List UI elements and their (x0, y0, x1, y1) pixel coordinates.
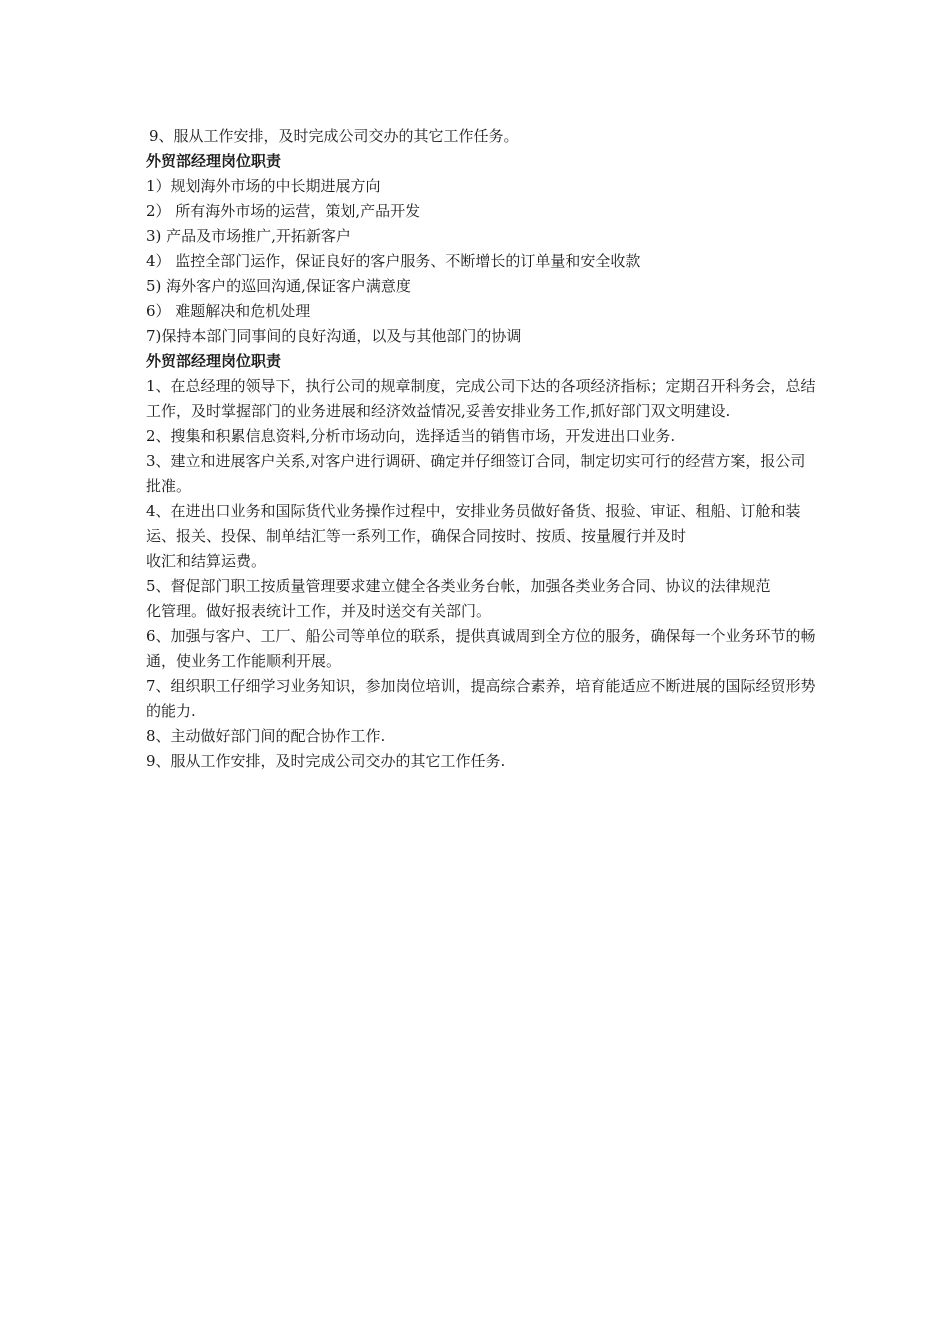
section2-item-4a: 4、在进出口业务和国际货代业务操作过程中，安排业务员做好备货、报验、审证、租船、订舱和装运、报关、投保、制单结汇等一系列工作，确保合同按时、按质、按量履行并及时 (146, 502, 801, 545)
section2-item-5b: 化管理。做好报表统计工作，并及时送交有关部门。 (146, 602, 492, 620)
section1-item-1: 1）规划海外市场的中长期进展方向 (146, 177, 381, 195)
document-page (146, 124, 818, 774)
section2-item-2: 2、搜集和积累信息资料,分析市场动向，选择适当的销售市场，开发进出口业务. (146, 427, 676, 445)
section2-item-9: 9、服从工作安排，及时完成公司交办的其它工作任务. (146, 752, 506, 770)
section1-item-4: 4） 监控全部门运作，保证良好的客户服务、不断增长的订单量和安全收款 (146, 252, 641, 270)
section1-item-2: 2） 所有海外市场的运营，策划,产品开发 (146, 202, 421, 220)
section2-item-6: 6、加强与客户、工厂、船公司等单位的联系，提供真诚周到全方位的服务，确保每一个业务环节的畅通，使业务工作能顺利开展。 (146, 627, 816, 670)
section1-item-3: 3) 产品及市场推广,开拓新客户 (146, 227, 351, 245)
section2-item-8: 8、主动做好部门间的配合协作工作. (146, 727, 386, 745)
section2-item-3: 3、建立和进展客户关系,对客户进行调研、确定并仔细签订合同，制定切实可行的经营方案，报公司批准。 (146, 452, 806, 495)
section1-heading: 外贸部经理岗位职责 (146, 152, 282, 170)
section2-heading: 外贸部经理岗位职责 (146, 352, 282, 370)
section1-item-7: 7)保持本部门同事间的良好沟通，以及与其他部门的协调 (146, 327, 522, 345)
section2-item-7: 7、组织职工仔细学习业务知识，参加岗位培训，提高综合素养，培育能适应不断进展的国际经贸形势的能力. (146, 677, 816, 720)
section2-item-4b: 收汇和结算运费。 (146, 552, 267, 570)
section2-item-1: 1、在总经理的领导下，执行公司的规章制度，完成公司下达的各项经济指标；定期召开科务会，总结工作，及时掌握部门的业务进展和经济效益情况,妥善安排业务工作,抓好部门双文明建设. (146, 377, 816, 420)
section1-item-6: 6） 难题解决和危机处理 (146, 302, 311, 320)
section2-item-5a: 5、督促部门职工按质量管理要求建立健全各类业务台帐，加强各类业务合同、协议的法律规范 (146, 577, 771, 595)
section1-item-5: 5) 海外客户的巡回沟通,保证客户满意度 (146, 277, 411, 295)
intro-line: 9、服从工作安排，及时完成公司交办的其它工作任务。 (149, 127, 519, 145)
